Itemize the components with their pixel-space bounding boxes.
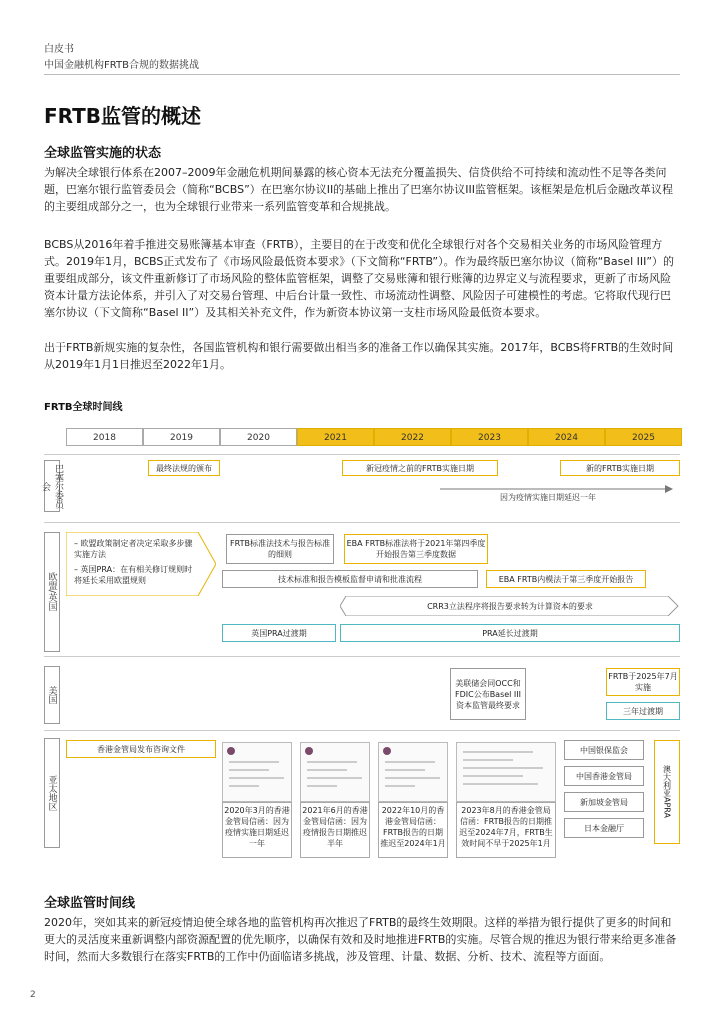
paragraph-2: BCBS从2016年着手推进交易账簿基本审查（FRTB），主要目的在于改变和优化全球银行对各个交易相关业务的市场风险管理方式。2019年1月，BCBS正式发布了《市场风险最低资本要求》（下文简称“FRTB”）。作为最终版巴塞尔协议（简称“Basel III”）的重要组成部分，该文件重新修订了市场风险的整体监管框架，调整了交易账簿和银行账簿的边界定义与流程要求，更新了市场风险资本计量方法论体系，并引入了对交易台管理、中后台计量一致性、市场流动性调整、风险因子可建模性的考虑。它将取代现行巴塞尔协议（下文简称“Basel II”）及其相关补充文件，作为新资本协议第一支柱市场风险最低资本要求。 <box>44 238 675 319</box>
regulator-mas: 新加坡金管局 <box>564 792 644 812</box>
year-2022: 2022 <box>374 428 451 446</box>
eu-note-2: – 英国PRA：在有相关修订规则时将延长采用欧盟规则 <box>74 565 193 585</box>
us-three-year: 三年过渡期 <box>606 702 680 720</box>
bcbs-pre-covid-date: 新冠疫情之前的FRTB实施日期 <box>342 460 498 476</box>
header-rule <box>44 74 680 75</box>
hkma-letter-image <box>378 742 448 802</box>
paragraph-1: 为解决全球银行体系在2007–2009年金融危机期间暴露的核心资本无法充分覆盖损失、信贷供给不可持续和流动性不足等各类问题，巴塞尔银行监管委员会（简称“BCBS”）在巴塞尔协议II的基础上推出了巴塞尔协议III监管框架。该框架是危机后金融改革议程的主要组成部分之一，也为全球银行业带来一系列监管变革和合规挑战。 <box>44 166 673 213</box>
hkma-caption-2021: 2021年6月的香港金管局信函：因为疫情报告日期推迟半年 <box>300 802 370 858</box>
row-label-eu-uk: 欧盟/英国 <box>44 532 60 652</box>
eu-note-1: – 欧盟政策制定者决定采取多步骤实施方法 <box>74 539 193 559</box>
hkma-consultation: 香港金管局发布咨询文件 <box>66 740 216 758</box>
hkma-caption-2023: 2023年8月的香港金管局信函：FRTB报告的日期推迟至2024年7月，FRTB生效时间不早于2025年1月 <box>456 802 556 858</box>
us-occ-final: 美联储会同OCC和FDIC公布Basel III资本监管最终要求 <box>450 668 526 720</box>
hkma-letter-image <box>456 742 556 802</box>
row-label-apac: 亚太地区 <box>44 738 60 848</box>
bcbs-new-date: 新的FRTB实施日期 <box>560 460 680 476</box>
bcbs-delay-text: 因为疫情实施日期延迟一年 <box>500 493 596 502</box>
hkma-letter-image <box>222 742 292 802</box>
section-heading-timeline: 全球监管时间线 <box>44 896 136 911</box>
section-heading-status: 全球监管实施的状态 <box>44 146 162 161</box>
doc-type: 白皮书 <box>44 44 74 55</box>
row-label-us: 美国 <box>44 666 60 724</box>
page-title: FRTB监管的概述 <box>44 104 202 128</box>
frtb-std-detail: FRTB标准法技术与报告标准的细则 <box>226 534 334 564</box>
pra-extended: PRA延长过渡期 <box>340 624 680 642</box>
row-label-bcbs: 巴塞尔委员会 <box>44 460 60 512</box>
year-2019: 2019 <box>143 428 220 446</box>
year-2024: 2024 <box>528 428 605 446</box>
page-number: 2 <box>30 990 36 1000</box>
crr3-text: CRR3立法程序将报告要求转为计算资本的要求 <box>427 601 593 611</box>
year-2023: 2023 <box>451 428 528 446</box>
us-frtb-2025: FRTB于2025年7月实施 <box>606 668 680 696</box>
row-separator <box>44 522 680 523</box>
eba-im-report: EBA FRTB内模法于第三季度开始报告 <box>486 570 646 588</box>
timeline-title: FRTB全球时间线 <box>44 402 123 413</box>
year-2021: 2021 <box>297 428 374 446</box>
row-separator <box>44 656 680 657</box>
year-2018: 2018 <box>66 428 143 446</box>
hkma-letter-image <box>300 742 370 802</box>
bcbs-final-rule: 最终法规的颁布 <box>148 460 220 476</box>
year-2025: 2025 <box>605 428 682 446</box>
paragraph-3: 出于FRTB新规实施的复杂性，各国监管机构和银行需要做出相当多的准备工作以确保其实施。2017年，BCBS将FRTB的生效时间从2019年1月1日推迟至2022年1月。 <box>44 341 674 371</box>
hkma-caption-2020: 2020年3月的香港金管局信函：因为疫情实施日期延迟一年 <box>222 802 292 858</box>
hkma-caption-2022: 2022年10月的香港金管局信函：FRTB报告的日期推迟至2024年1月 <box>378 802 448 858</box>
year-2020: 2020 <box>220 428 297 446</box>
paragraph-4: 2020年，突如其来的新冠疫情迫使全球各地的监管机构再次推迟了FRTB的最终生效期限。这样的举措为银行提供了更多的时间和更大的灵活度来重新调整内部资源配置的优先顺序，以确保有效和及时地推进FRTB的实施。尽管合规的推迟为银行带来给更多准备时间，然而大多数银行在落实FRTB的工作中仍面临诸多挑战，涉及管理、计量、数据、分析、技术、流程等方面面。 <box>44 916 677 963</box>
tech-std-process: 技术标准和报告模板监督申请和批准流程 <box>222 570 478 588</box>
regulator-apra: 澳大利亚APRA <box>654 740 680 844</box>
regulator-cbirc: 中国银保监会 <box>564 740 644 760</box>
regulator-hkma: 中国香港金管局 <box>564 766 644 786</box>
row-separator <box>44 454 680 455</box>
doc-subtitle: 中国金融机构FRTB合规的数据挑战 <box>44 60 199 71</box>
row-separator <box>44 730 680 731</box>
regulator-fsa: 日本金融厅 <box>564 818 644 838</box>
pra-transition: 英国PRA过渡期 <box>222 624 336 642</box>
eba-report-q4: EBA FRTB标准法将于2021年第四季度开始报告第三季度数据 <box>344 534 488 564</box>
